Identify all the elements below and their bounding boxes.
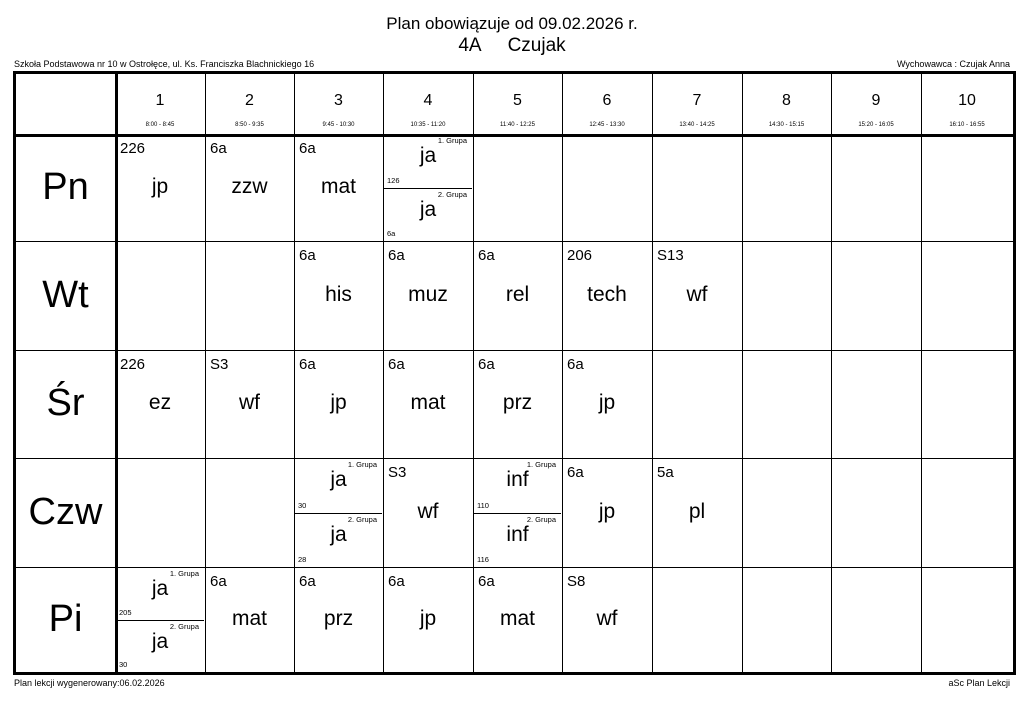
- grid-col-line: [294, 74, 295, 672]
- period-time: 8:50 - 9:35: [235, 122, 264, 128]
- lesson-room: 6a: [567, 356, 584, 373]
- period-time: 9:45 - 10:30: [322, 122, 355, 128]
- lesson-subject: wf: [596, 606, 618, 630]
- lesson-subject: tech: [587, 282, 627, 306]
- group-subject: ja: [330, 522, 347, 546]
- lesson-room: S3: [388, 464, 407, 481]
- lesson-room: 6a: [478, 356, 495, 373]
- lesson-room: 226: [120, 356, 146, 373]
- grid-row-line: [16, 241, 1013, 242]
- lesson-subject: mat: [410, 391, 446, 414]
- day-label: Śr: [46, 382, 85, 424]
- group-subject: ja: [151, 629, 169, 653]
- grid-col-line: [921, 74, 922, 672]
- lesson-room: 6a: [478, 247, 495, 264]
- period-time: 16:10 - 16:55: [949, 122, 985, 128]
- lesson-room: 6a: [388, 356, 405, 373]
- period-number: 5: [513, 92, 522, 109]
- lesson-subject: rel: [505, 282, 530, 306]
- period-time: 15:20 - 16:05: [858, 122, 894, 128]
- group-divider: [116, 620, 204, 621]
- lesson-subject: jp: [598, 391, 616, 414]
- lesson-room: S3: [210, 356, 229, 373]
- class-heading: [0, 35, 1024, 57]
- period-number: 8: [782, 92, 791, 109]
- lesson-subject: jp: [598, 499, 616, 523]
- class-name: 4A: [458, 35, 482, 56]
- period-time: 11:40 - 12:25: [500, 122, 535, 128]
- lesson-subject: ez: [148, 391, 172, 414]
- lesson-room: 6a: [210, 573, 227, 590]
- day-label: Wt: [42, 273, 89, 316]
- grid-col-line: [562, 74, 563, 672]
- lesson-subject: jp: [151, 174, 169, 198]
- period-number: 3: [334, 92, 343, 109]
- group-room: 30: [298, 500, 307, 510]
- group-divider: [474, 513, 561, 514]
- period-time: 12:45 - 13:30: [589, 122, 625, 128]
- period-time: 8:00 - 8:45: [145, 122, 175, 128]
- group-subject: ja: [419, 144, 437, 167]
- lesson-subject: wf: [417, 499, 439, 523]
- lesson-room: 206: [567, 247, 593, 264]
- grid-row-line: [16, 134, 1013, 137]
- lesson-subject: muz: [408, 282, 448, 306]
- group-subject: inf: [506, 522, 529, 546]
- group-label: 2. Grupa: [169, 621, 199, 631]
- period-number: 10: [958, 92, 976, 109]
- lesson-room: 5a: [657, 464, 674, 481]
- group-label: 1. Grupa: [437, 136, 467, 145]
- group-room: 30: [119, 660, 128, 669]
- timetable-grid: [13, 71, 1016, 675]
- period-time: 14:30 - 15:15: [768, 122, 805, 128]
- period-number: 6: [602, 92, 612, 109]
- software-name: aSc Plan Lekcji: [948, 678, 1010, 688]
- day-label: Czw: [28, 490, 103, 533]
- group-subject: ja: [151, 577, 169, 600]
- lesson-room: 6a: [388, 573, 405, 590]
- day-label: Pn: [42, 165, 89, 208]
- plan-title: Plan obowiązuje od 09.02.2026 r.: [386, 14, 638, 33]
- group-subject: inf: [506, 468, 529, 491]
- period-time: 13:40 - 14:25: [679, 122, 715, 128]
- lesson-room: 6a: [388, 247, 405, 264]
- teacher-name: Czujak: [507, 35, 566, 56]
- group-subject: ja: [330, 468, 347, 491]
- group-label: 1. Grupa: [347, 460, 377, 469]
- group-room: 110: [477, 500, 489, 510]
- lesson-room: 226: [120, 140, 146, 157]
- day-label: Pi: [48, 597, 83, 640]
- lesson-subject: mat: [499, 606, 535, 630]
- grid-col-line: [205, 74, 206, 672]
- group-label: 1. Grupa: [526, 460, 556, 469]
- lesson-room: 6a: [478, 573, 495, 590]
- lesson-room: 6a: [299, 356, 316, 373]
- lesson-subject: jp: [419, 606, 437, 630]
- grid-row-line: [16, 458, 1013, 459]
- group-room: 6a: [387, 229, 396, 238]
- lesson-subject: mat: [320, 174, 356, 198]
- group-label: 2. Grupa: [437, 189, 467, 199]
- grid-col-line: [831, 74, 832, 672]
- group-room: 28: [298, 555, 307, 564]
- group-room: 205: [119, 607, 132, 617]
- grid-row-line: [16, 567, 1013, 568]
- group-room: 126: [387, 175, 400, 185]
- period-number: 9: [871, 92, 881, 109]
- grid-col-line: [115, 74, 118, 672]
- grid-col-line: [383, 74, 384, 672]
- period-time: 10:35 - 11:20: [410, 122, 446, 128]
- group-label: 1. Grupa: [169, 569, 199, 578]
- lesson-room: 6a: [299, 140, 316, 157]
- group-label: 2. Grupa: [347, 514, 377, 524]
- school-name: Szkoła Podstawowa nr 10 w Ostrołęce, ul. Ks. Franciszka Blachnickiego 16: [14, 59, 315, 69]
- group-room: 116: [477, 555, 489, 564]
- lesson-subject: mat: [231, 606, 267, 630]
- lesson-room: 6a: [299, 573, 316, 590]
- lesson-subject: zzw: [231, 174, 268, 198]
- lesson-subject: his: [325, 282, 352, 306]
- lesson-room: 6a: [299, 247, 316, 264]
- lesson-subject: wf: [239, 391, 260, 414]
- period-number: 2: [245, 92, 254, 109]
- group-divider: [295, 513, 382, 514]
- lesson-room: 6a: [567, 464, 584, 481]
- period-number: 1: [155, 92, 165, 109]
- period-number: 4: [423, 92, 433, 109]
- grid-col-line: [742, 74, 743, 672]
- lesson-room: 6a: [210, 140, 227, 157]
- grid-col-line: [473, 74, 474, 672]
- group-divider: [384, 188, 472, 189]
- lesson-subject: wf: [686, 282, 708, 306]
- period-number: 7: [692, 92, 702, 109]
- group-label: 2. Grupa: [526, 514, 556, 524]
- group-subject: ja: [419, 197, 437, 221]
- lesson-room: S8: [567, 573, 586, 590]
- lesson-subject: jp: [330, 391, 347, 414]
- grid-col-line: [652, 74, 653, 672]
- generated-date: Plan lekcji wygenerowany:06.02.2026: [14, 678, 165, 688]
- lesson-subject: prz: [502, 391, 533, 414]
- lesson-subject: pl: [688, 499, 706, 523]
- grid-row-line: [16, 350, 1013, 351]
- tutor-name: Wychowawca : Czujak Anna: [897, 59, 1010, 69]
- lesson-subject: prz: [323, 606, 354, 630]
- lesson-room: S13: [657, 247, 684, 264]
